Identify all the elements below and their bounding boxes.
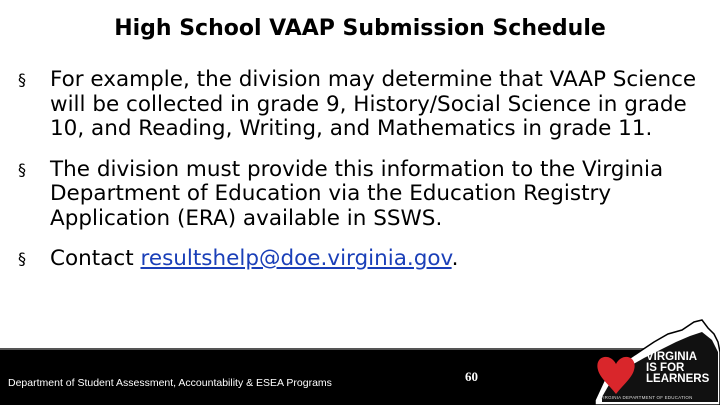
bullet-item [18, 68, 708, 142]
page-number: 60 [465, 369, 478, 384]
bullet-text-suffix: . [451, 246, 459, 271]
logo-wordmark: VIRGINIA IS FOR LEARNERS [646, 351, 710, 385]
bullet-text: The division must provide this information to the Virginia Department of Education via the Education Registry Application (ERA) available in SSWS. [50, 156, 664, 231]
logo-subtitle: VIRGINIA DEPARTMENT OF EDUCATION [600, 395, 693, 400]
bullet-list [18, 68, 708, 288]
bullet-item [18, 158, 708, 232]
bullet-text: For example, the division may determine that VAAP Science will be collected in grade 9, History/Social Science in grade 10, and Reading, Writing, and Mathematics in grade 11. [50, 67, 697, 141]
square-bullet-icon: § [18, 70, 26, 89]
square-bullet-icon: § [18, 249, 26, 268]
bullet-text-prefix: Contact [50, 246, 141, 271]
square-bullet-icon: § [18, 159, 26, 179]
slide-title: High School VAAP Submission Schedule [114, 16, 606, 41]
bullet-item [18, 247, 708, 272]
footer-department: Department of Student Assessment, Accountability & ESEA Programs [8, 377, 332, 389]
email-link[interactable]: resultshelp@doe.virginia.gov [140, 246, 452, 271]
